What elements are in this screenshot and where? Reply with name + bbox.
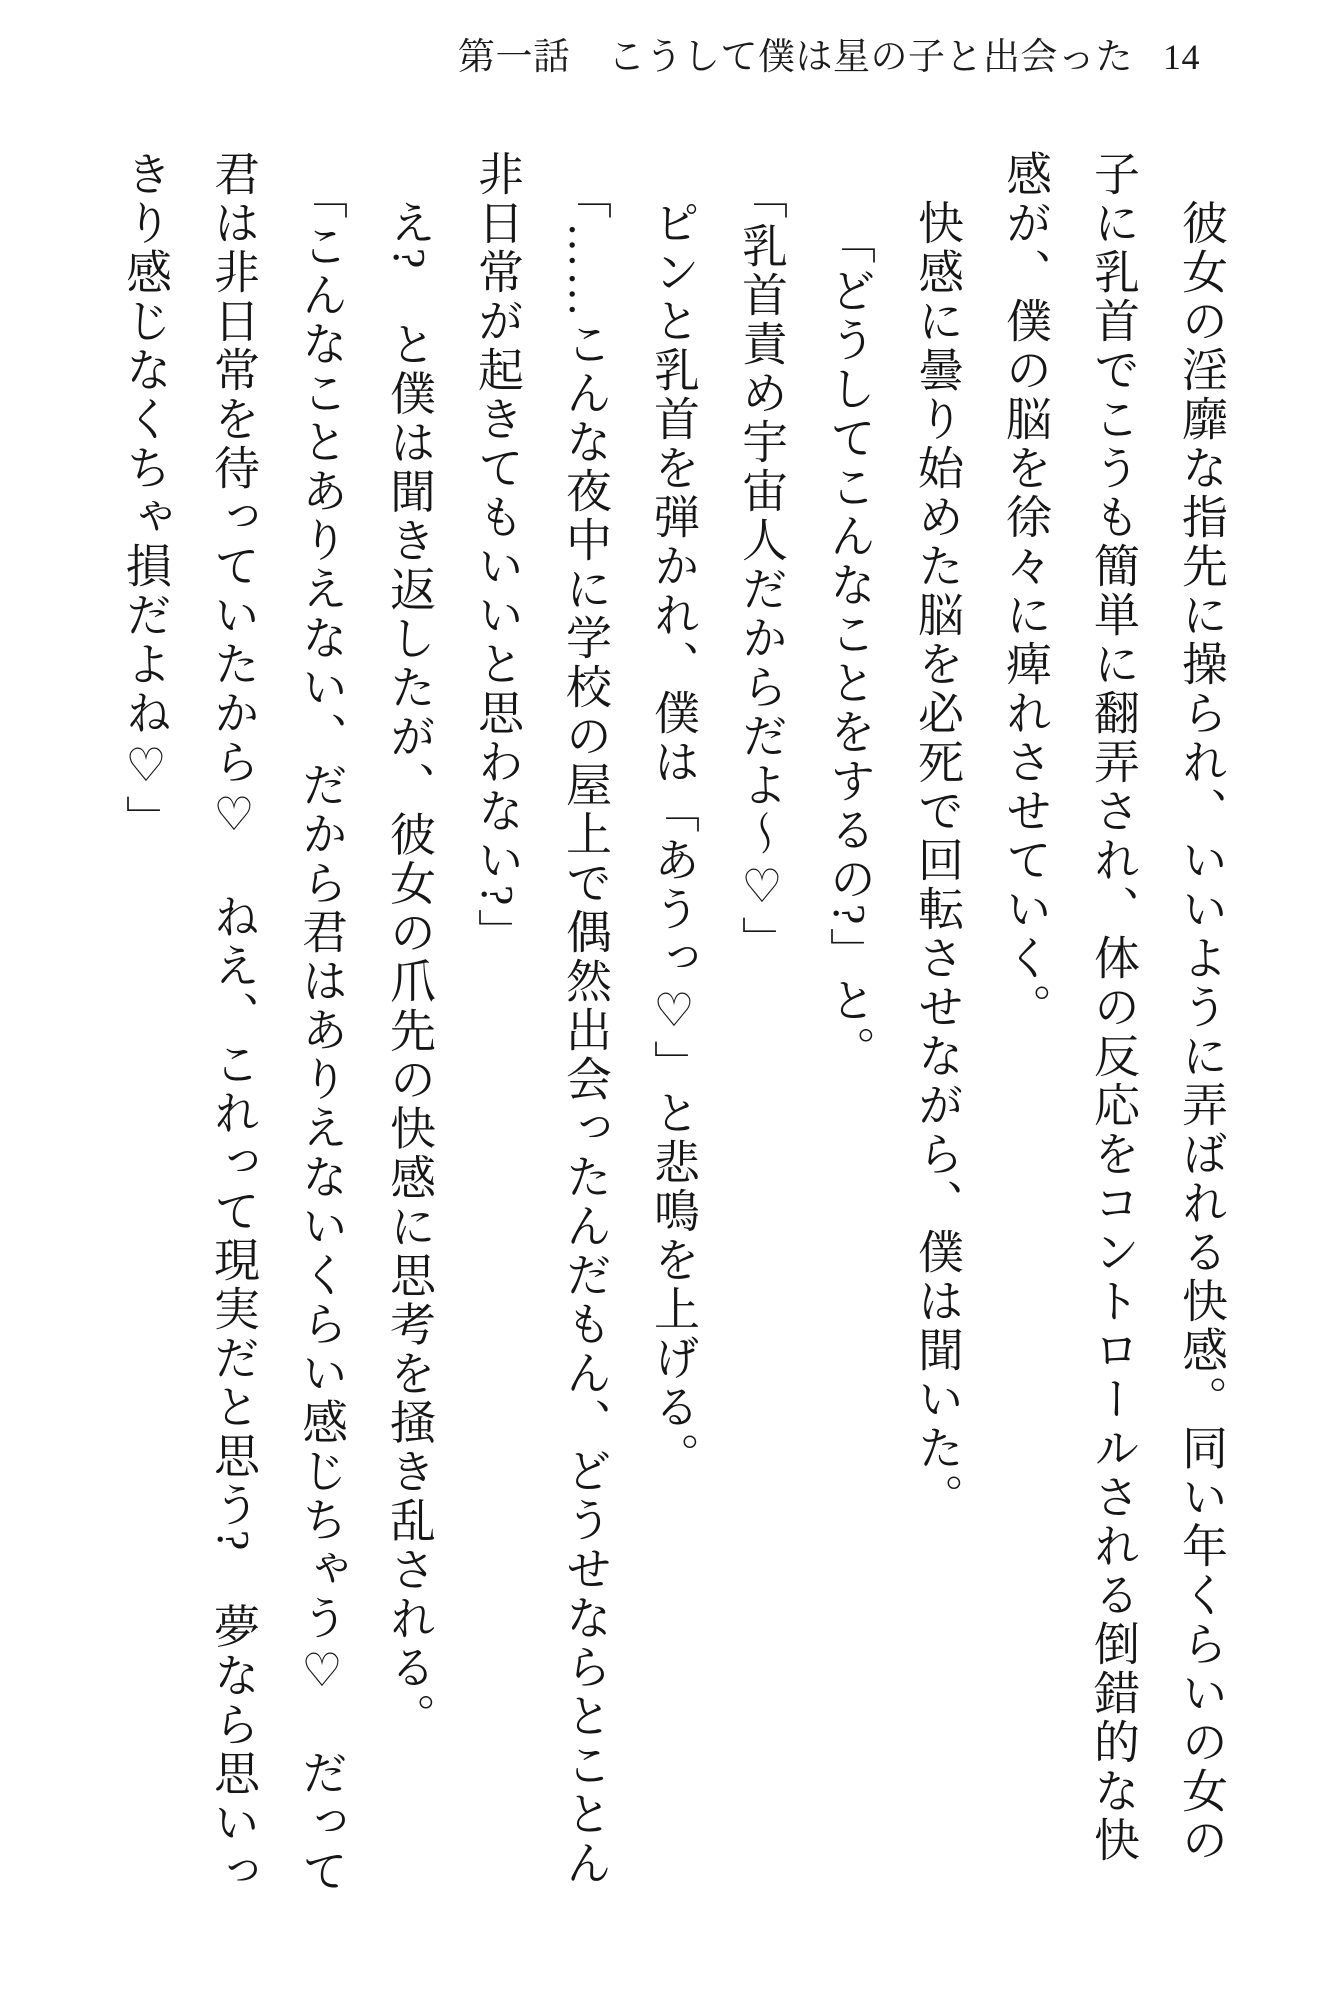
page-header: [458, 38, 1200, 79]
text-line: 「乳首責め宇宙人だからだよ〜♡」: [736, 173, 787, 965]
chapter-title: 第一話 こうして僕は星の子と出会った: [458, 37, 1133, 78]
text-line: え? と僕は聞き返したが、彼女の爪先の快感に思考を掻き乱される。: [384, 199, 435, 1742]
text-line: ピンと乳首を弾かれ、僕は「あうっ♡」と悲鳴を上げる。: [648, 199, 699, 1481]
text-line: 感が、僕の脳を徐々に痺れさせていく。: [1000, 150, 1051, 1032]
text-line: 「どうしてこんなことをするの?」と。: [824, 218, 875, 1075]
text-line: 「……こんな夜中に学校の屋上で偶然出会ったんだもん、どうせならとことん: [560, 173, 611, 1888]
text-line: 非日常が起きてもいいと思わない?」: [472, 150, 523, 958]
text-line: きり感じなくちゃ損だよね♡」: [120, 150, 171, 844]
text-line: 「こんなことありえない、だから君はありえないくらい感じちゃう♡ だって: [296, 173, 347, 1896]
text-line: 君は非日常を待っていたから♡ ねえ、これって現実だと思う? 夢なら思いっ: [208, 150, 259, 1897]
text-line: 彼女の淫靡な指先に操られ、いいように弄ばれる快感。同い年くらいの女の: [1176, 199, 1227, 1865]
text-line: 子に乳首でこうも簡単に翻弄され、体の反応をコントロールされる倒錯的な快: [1088, 150, 1139, 1865]
text-line: 快感に曇り始めた脳を必死で回転させながら、僕は聞いた。: [912, 199, 963, 1522]
vertical-text-block: [101, 150, 1245, 1950]
page-number: 14: [1163, 37, 1200, 77]
